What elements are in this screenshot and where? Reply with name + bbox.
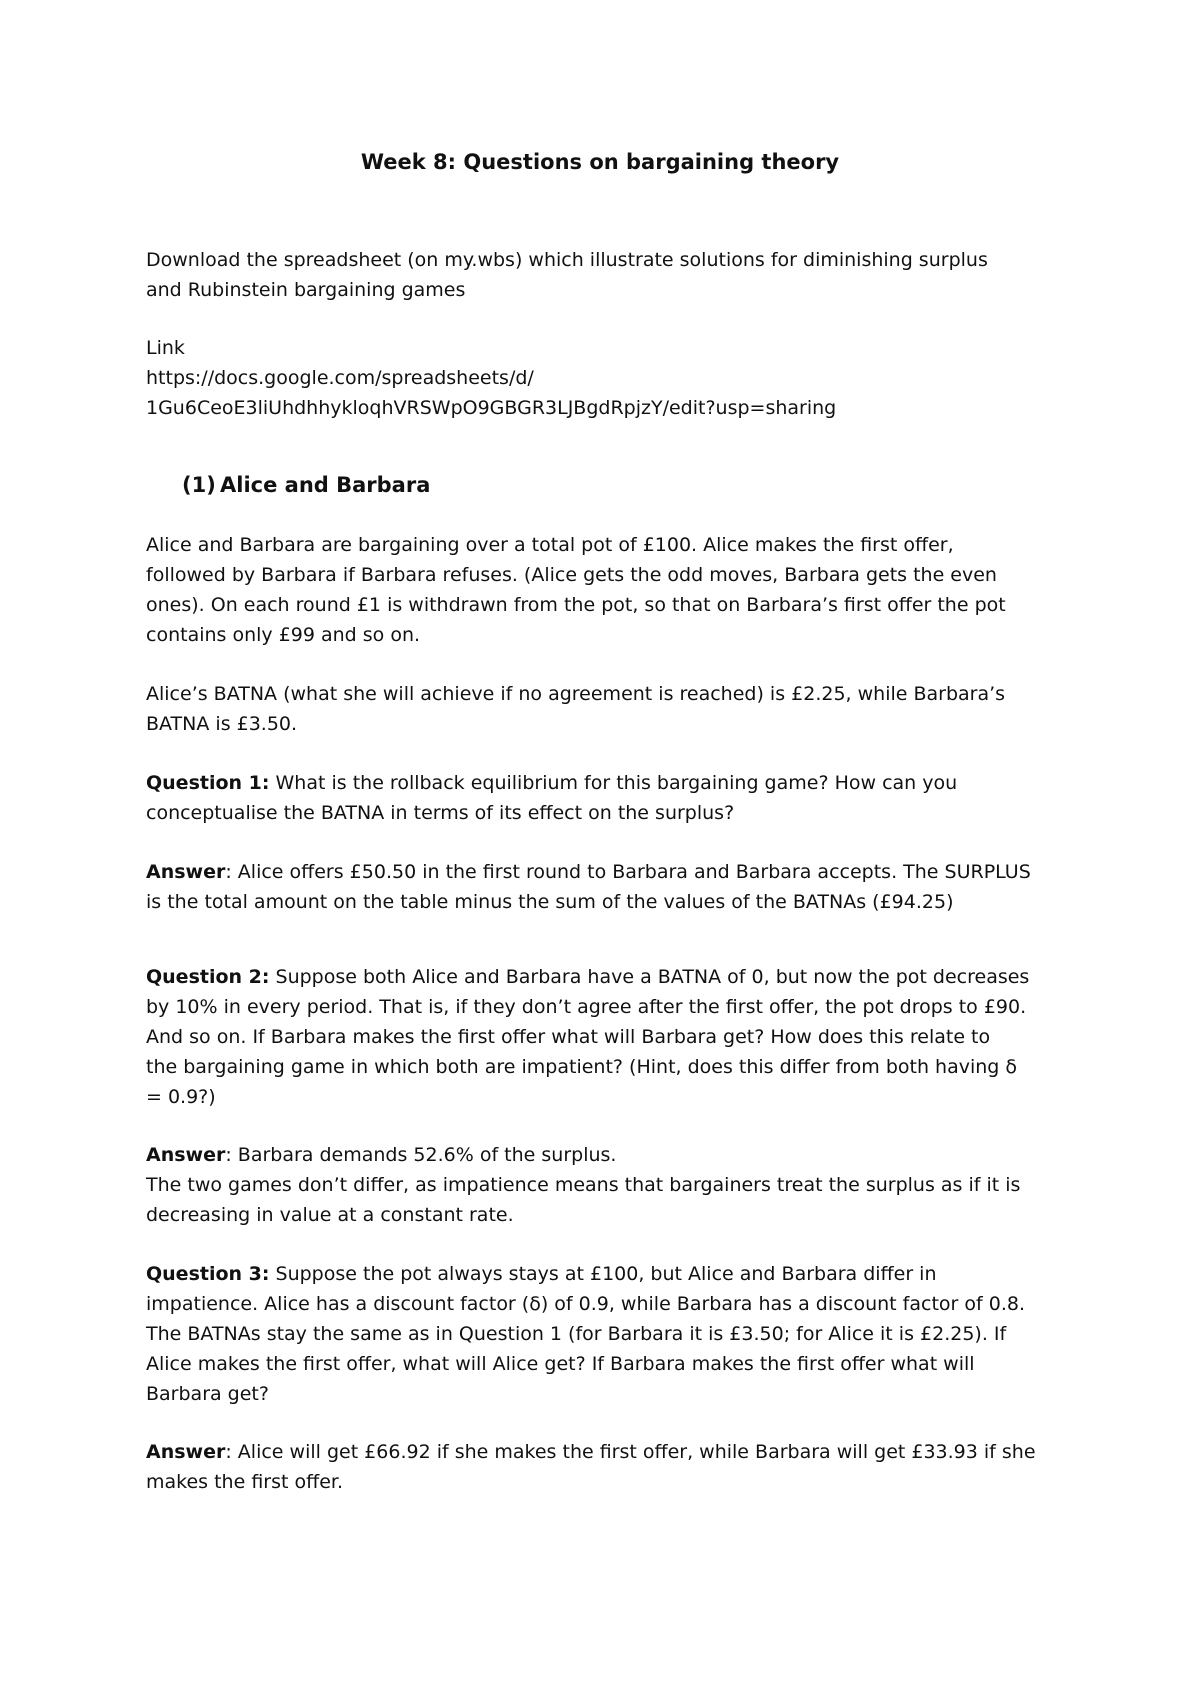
- section-heading: [182, 470, 1112, 500]
- text-line: Alice and Barbara are bargaining over a total pot of £100. Alice makes the first offer,: [146, 534, 954, 556]
- answer-label: Answer: [146, 1144, 226, 1166]
- text-line: BATNA is £3.50.: [146, 713, 298, 735]
- link-block: [146, 333, 1076, 423]
- text-line: by 10% in every period. That is, if they don’t agree after the first offer, the pot drops to £90.: [146, 996, 1027, 1018]
- answer-label: Answer: [146, 1441, 226, 1463]
- question-2: [146, 962, 1076, 1112]
- text-line: is the total amount on the table minus the sum of the values of the BATNAs (£94.25): [146, 891, 954, 913]
- intro-line: Download the spreadsheet (on my.wbs) which illustrate solutions for diminishing surplus: [146, 249, 988, 271]
- text-line: Question 3: Suppose the pot always stays at £100, but Alice and Barbara differ in: [146, 1263, 937, 1285]
- text-line: Question 2: Suppose both Alice and Barbara have a BATNA of 0, but now the pot decreases: [146, 966, 1030, 988]
- link-label: Link: [146, 337, 185, 359]
- scenario-paragraph: [146, 530, 1076, 650]
- intro-line: and Rubinstein bargaining games: [146, 279, 466, 301]
- batna-paragraph: [146, 679, 1076, 739]
- text-line: The two games don’t differ, as impatience means that bargainers treat the surplus as if it is: [146, 1174, 1021, 1196]
- text-line: Barbara get?: [146, 1383, 269, 1405]
- text-line: = 0.9?): [146, 1086, 216, 1108]
- link-url-line[interactable]: https://docs.google.com/spreadsheets/d/: [146, 367, 534, 389]
- text-line: And so on. If Barbara makes the first offer what will Barbara get? How does this relate to: [146, 1026, 991, 1048]
- answer-1: [146, 857, 1076, 917]
- question-3: [146, 1259, 1076, 1409]
- page-title: Week 8: Questions on bargaining theory: [360, 150, 840, 174]
- text-line: followed by Barbara if Barbara refuses. (Alice gets the odd moves, Barbara gets the even: [146, 564, 997, 586]
- text-line: The BATNAs stay the same as in Question 1 (for Barbara it is £3.50; for Alice it is £2.25). If: [146, 1323, 1007, 1345]
- link-url-line[interactable]: 1Gu6CeoE3liUhdhhykloqhVRSWpO9GBGR3LJBgdRpjzY/edit?usp=sharing: [146, 397, 837, 419]
- section-number: (1): [182, 473, 216, 497]
- text-line: Question 1: What is the rollback equilibrium for this bargaining game? How can you: [146, 772, 958, 794]
- text-line: makes the first offer.: [146, 1471, 344, 1493]
- text-line: Alice makes the first offer, what will Alice get? If Barbara makes the first offer what will: [146, 1353, 975, 1375]
- answer-2: [146, 1140, 1076, 1230]
- text-line: decreasing in value at a constant rate.: [146, 1204, 514, 1226]
- question-label: Question 2:: [146, 966, 270, 988]
- text-line: impatience. Alice has a discount factor (δ) of 0.9, while Barbara has a discount factor of 0.8.: [146, 1293, 1025, 1315]
- text-line: ones). On each round £1 is withdrawn from the pot, so that on Barbara’s first offer the pot: [146, 594, 1006, 616]
- text-line: contains only £99 and so on.: [146, 624, 421, 646]
- answer-label: Answer: [146, 861, 226, 883]
- intro-paragraph: [146, 245, 1076, 305]
- text-line: Answer: Alice offers £50.50 in the first round to Barbara and Barbara accepts. The SURPLUS: [146, 861, 1031, 883]
- question-label: Question 1:: [146, 772, 270, 794]
- question-1: [146, 768, 1076, 828]
- text-line: Alice’s BATNA (what she will achieve if no agreement is reached) is £2.25, while Barbara’s: [146, 683, 1006, 705]
- text-line: Answer: Barbara demands 52.6% of the surplus.: [146, 1144, 617, 1166]
- answer-3: [146, 1437, 1076, 1497]
- text-line: conceptualise the BATNA in terms of its effect on the surplus?: [146, 802, 735, 824]
- section-title: Alice and Barbara: [220, 473, 431, 497]
- question-label: Question 3:: [146, 1263, 270, 1285]
- text-line: Answer: Alice will get £66.92 if she makes the first offer, while Barbara will get £33.93 if she: [146, 1441, 1036, 1463]
- text-line: the bargaining game in which both are impatient? (Hint, does this differ from both having δ: [146, 1056, 1018, 1078]
